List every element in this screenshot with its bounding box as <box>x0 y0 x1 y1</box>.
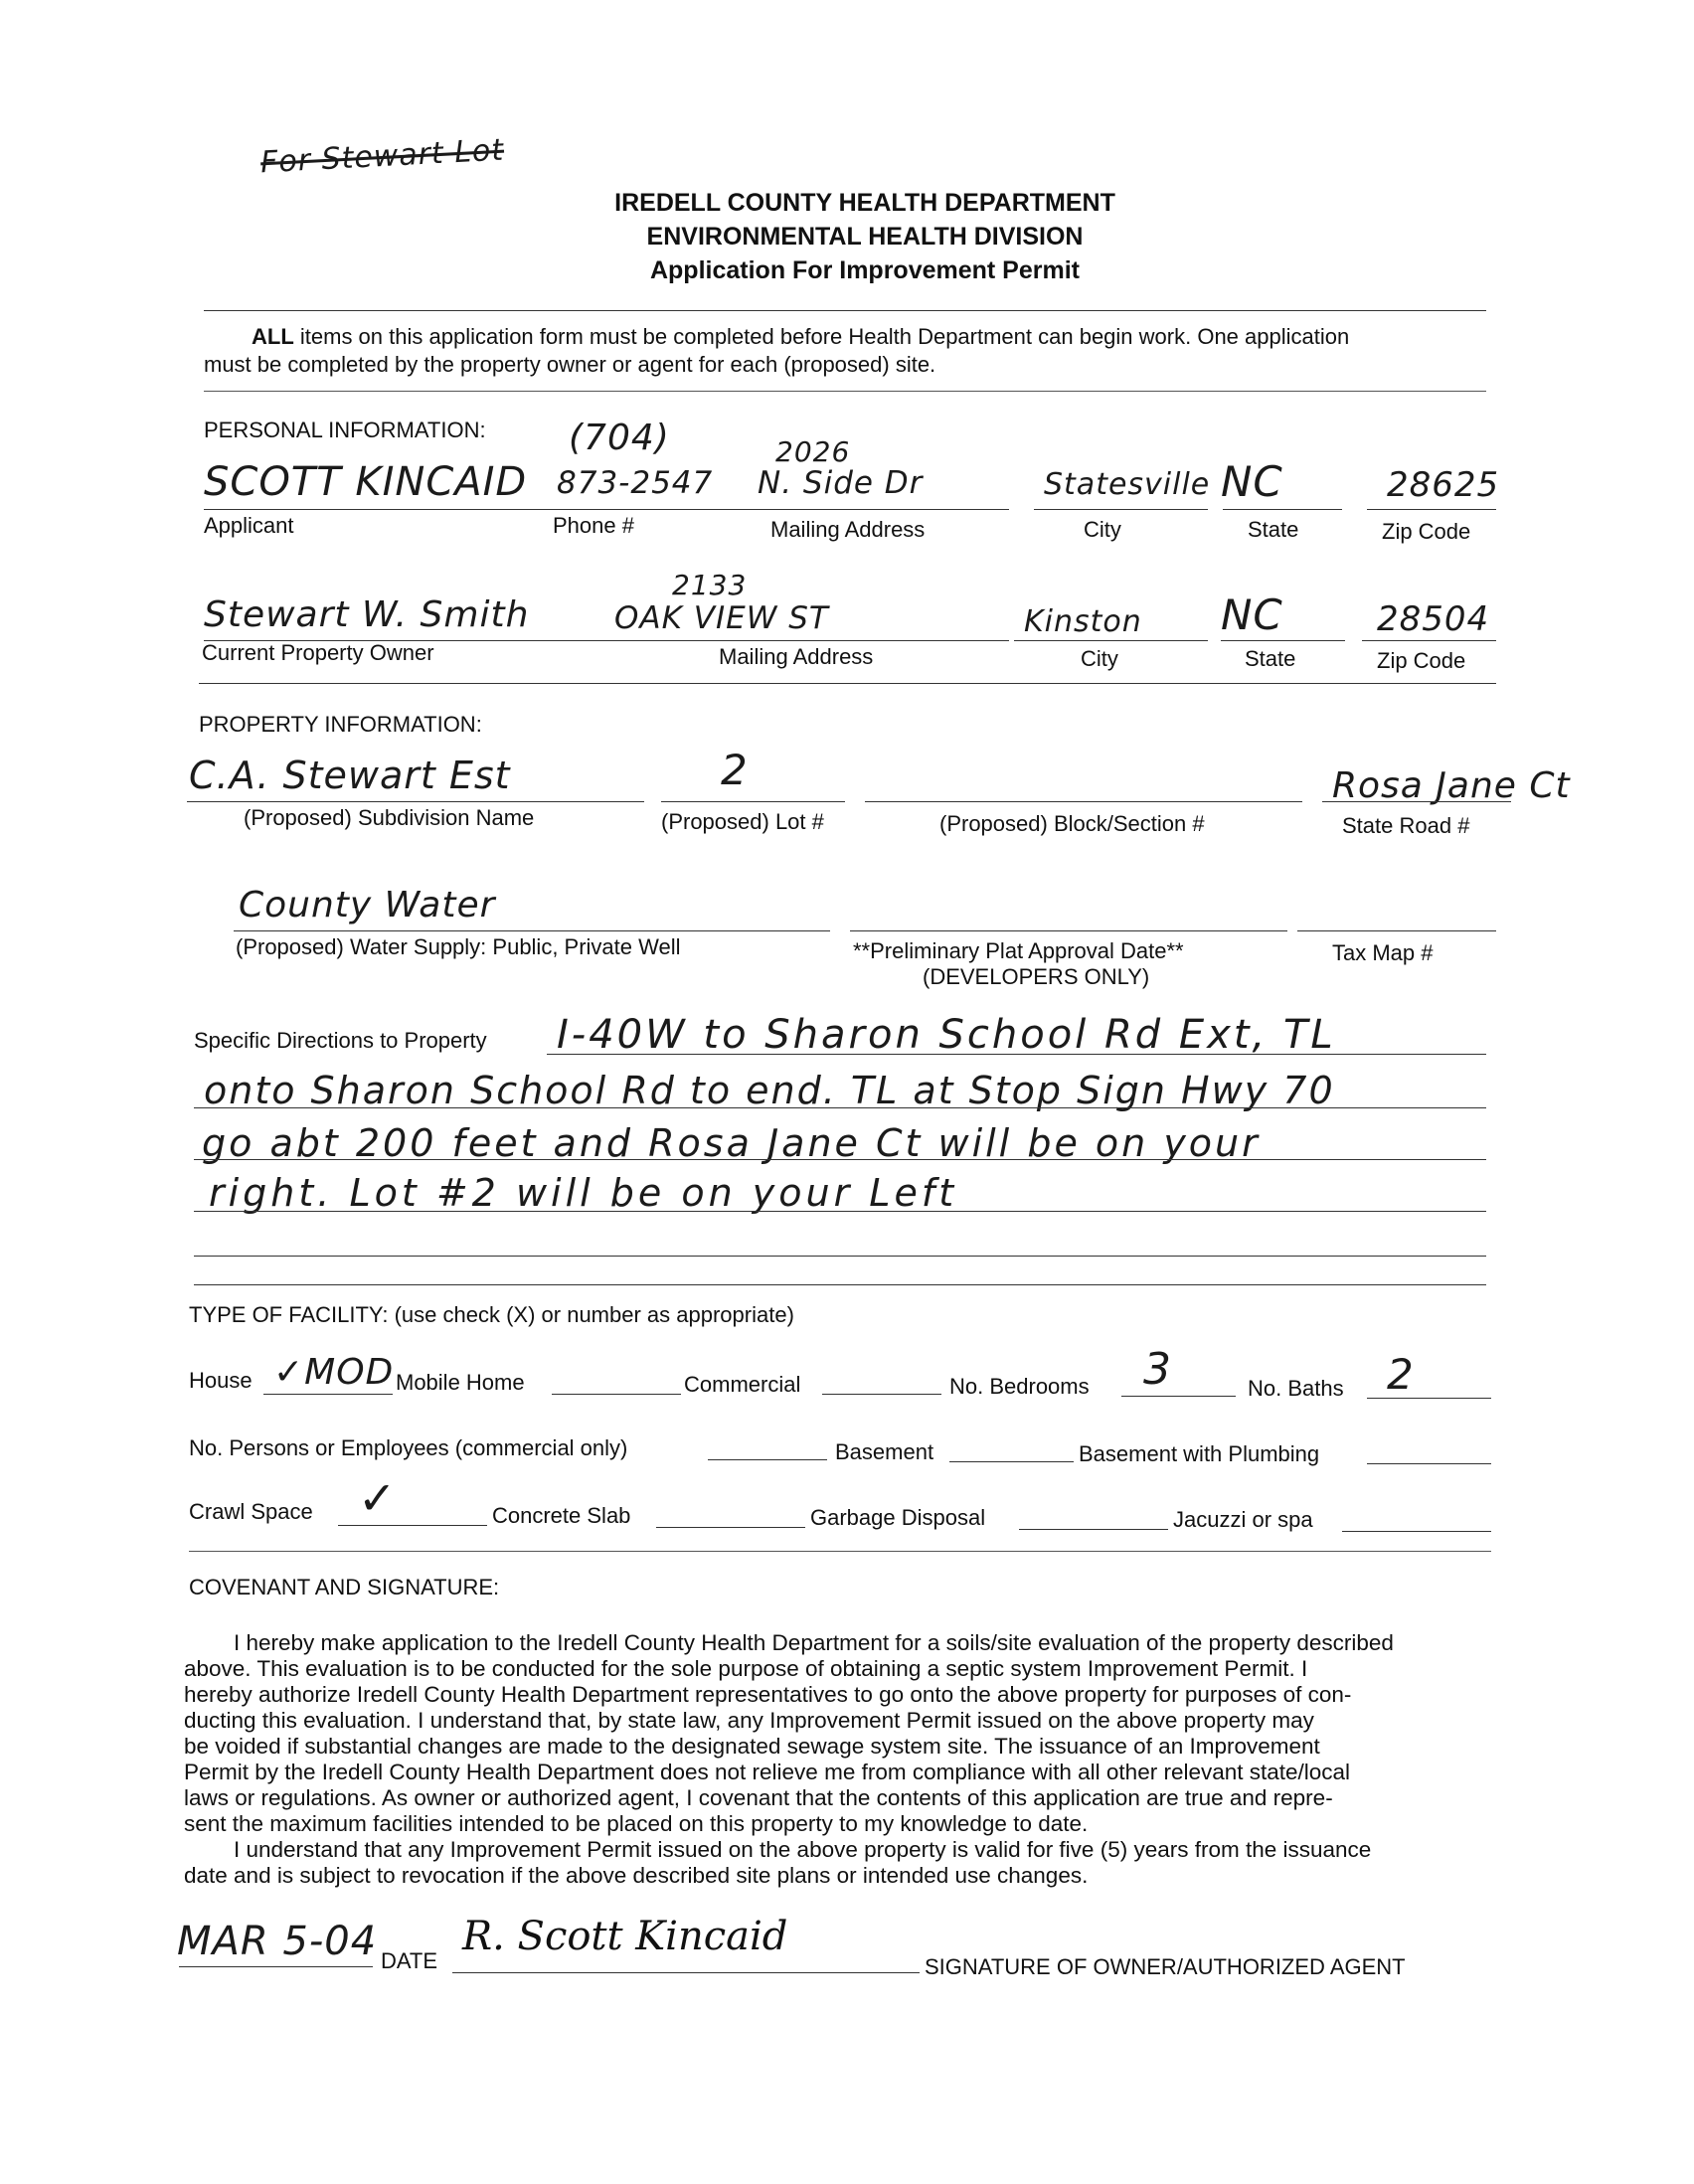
owner-label: Current Property Owner <box>202 640 434 665</box>
city-label: City <box>1084 517 1121 542</box>
owner-address-number: 2133 <box>672 569 748 601</box>
owner-name: Stewart W. Smith <box>204 594 530 635</box>
water-value: County Water <box>239 885 496 925</box>
owner-state: NC <box>1221 590 1283 639</box>
applicant-city: Statesville <box>1044 467 1211 502</box>
lot-value: 2 <box>721 746 749 794</box>
applicant-line <box>1034 509 1208 510</box>
zip-label: Zip Code <box>1382 519 1471 544</box>
covenant-line: sent the maximum facilities intended to be placed on this property to my knowledge to date. <box>184 1811 1089 1836</box>
mobile-line <box>552 1394 681 1395</box>
directions-line <box>547 1054 1486 1055</box>
applicant-state: NC <box>1221 457 1283 506</box>
house-line <box>263 1394 393 1395</box>
commercial-line <box>822 1394 941 1395</box>
instructions-lead: ALL <box>252 324 294 349</box>
crawl-space-value: ✓ <box>358 1471 398 1525</box>
applicant-line <box>1223 509 1342 510</box>
form-title: Application For Improvement Permit <box>649 256 1080 284</box>
garbage-disposal-label: Garbage Disposal <box>810 1505 986 1530</box>
owner-mailing-label: Mailing Address <box>719 644 874 669</box>
owner-zip: 28504 <box>1377 599 1490 639</box>
applicant-phone: 873-2547 <box>557 465 714 501</box>
baths-label: No. Baths <box>1248 1376 1344 1401</box>
date-label: DATE <box>381 1948 438 1973</box>
instructions-text-1: items on this application form must be completed before Health Department can begin work. One application <box>293 324 1350 349</box>
property-line <box>850 930 1287 931</box>
covenant-line: laws or regulations. As owner or authorized agent, I covenant that the contents of this application are true and repre- <box>184 1785 1333 1810</box>
applicant-zip: 28625 <box>1387 465 1500 505</box>
water-label: (Proposed) Water Supply: Public, Private Well <box>236 934 681 959</box>
subdivision-value: C.A. Stewart Est <box>189 754 511 797</box>
jacuzzi-line <box>1342 1531 1491 1532</box>
basement-label: Basement <box>835 1439 934 1464</box>
persons-label: No. Persons or Employees (commercial only) <box>189 1435 628 1460</box>
date-value: MAR 5-04 <box>177 1919 378 1964</box>
baths-value: 2 <box>1387 1350 1415 1399</box>
owner-city-label: City <box>1081 646 1118 671</box>
applicant-name: SCOTT KINCAID <box>204 459 528 505</box>
property-line <box>1322 801 1511 802</box>
applicant-line <box>1367 509 1496 510</box>
instructions-line-1 <box>252 324 1349 350</box>
owner-state-label: State <box>1245 646 1296 671</box>
rule <box>204 310 1486 311</box>
signature-label: SIGNATURE OF OWNER/AUTHORIZED AGENT <box>925 1954 1406 1979</box>
directions-line <box>194 1284 1486 1285</box>
lot-label: (Proposed) Lot # <box>661 809 824 834</box>
plat-date-label: **Preliminary Plat Approval Date** <box>853 938 1184 963</box>
directions-line-3: go abt 200 feet and Rosa Jane Ct will be on your <box>202 1121 1261 1165</box>
jacuzzi-label: Jacuzzi or spa <box>1173 1507 1313 1532</box>
date-line <box>179 1966 373 1967</box>
garbage-line <box>1019 1529 1168 1530</box>
covenant-paragraph-1 <box>184 1630 1491 1889</box>
covenant-line: Permit by the Iredell County Health Department does not relieve me from compliance with all other relevant state/local <box>184 1760 1351 1784</box>
personal-heading: PERSONAL INFORMATION: <box>204 418 486 442</box>
crawl-space-label: Crawl Space <box>189 1499 313 1524</box>
instructions-line-2: must be completed by the property owner or agent for each (proposed) site. <box>204 352 936 377</box>
covenant-line: hereby authorize Iredell County Health Department representatives to go onto the above property for purposes of con- <box>184 1682 1352 1707</box>
crawl-line <box>338 1525 487 1526</box>
rule <box>189 1551 1491 1552</box>
commercial-label: Commercial <box>684 1372 801 1397</box>
applicant-line <box>552 509 761 510</box>
developers-only-label: (DEVELOPERS ONLY) <box>923 964 1150 989</box>
owner-street: OAK VIEW ST <box>614 600 829 636</box>
directions-line <box>194 1159 1486 1160</box>
mobile-home-label: Mobile Home <box>396 1370 525 1395</box>
road-value: Rosa Jane Ct <box>1332 765 1571 806</box>
property-line <box>865 801 1302 802</box>
bedrooms-value: 3 <box>1143 1344 1172 1395</box>
state-label: State <box>1248 517 1299 542</box>
subdivision-label: (Proposed) Subdivision Name <box>244 805 535 830</box>
signature-value: R. Scott Kincaid <box>462 1914 788 1959</box>
covenant-line: I understand that any Improvement Permit issued on the above property is valid for five (5) years from the issuance <box>234 1837 1372 1862</box>
applicant-line <box>761 509 1009 510</box>
mailing-address-label: Mailing Address <box>770 517 926 542</box>
covenant-line: above. This evaluation is to be conducted for the sole purpose of obtaining a septic system Improvement Permit. I <box>184 1656 1308 1681</box>
owner-city: Kinston <box>1024 604 1142 639</box>
applicant-area-code: (704) <box>569 418 670 458</box>
property-line <box>187 801 644 802</box>
department-title: IREDELL COUNTY HEALTH DEPARTMENT <box>614 189 1115 217</box>
applicant-line <box>204 509 552 510</box>
property-line <box>234 930 830 931</box>
directions-line-1: I-40W to Sharon School Rd Ext, TL <box>557 1012 1336 1058</box>
facility-heading: TYPE OF FACILITY: (use check (X) or number as appropriate) <box>189 1302 794 1327</box>
owner-line <box>1362 640 1496 641</box>
rule <box>199 683 1496 684</box>
property-heading: PROPERTY INFORMATION: <box>199 712 482 737</box>
owner-line <box>1014 640 1208 641</box>
directions-line <box>194 1256 1486 1257</box>
applicant-street: N. Side Dr <box>758 465 924 501</box>
directions-label: Specific Directions to Property <box>194 1028 487 1053</box>
basement-plumbing-label: Basement with Plumbing <box>1079 1441 1320 1466</box>
covenant-line: I hereby make application to the Iredell County Health Department for a soils/site evaluation of the property described <box>234 1630 1394 1655</box>
persons-line <box>708 1459 827 1460</box>
applicant-label: Applicant <box>204 513 294 538</box>
division-title: ENVIRONMENTAL HEALTH DIVISION <box>646 223 1084 251</box>
covenant-line: be voided if substantial changes are made to the designated sewage system site. The issuance of an Improvement <box>184 1734 1320 1759</box>
block-label: (Proposed) Block/Section # <box>939 811 1205 836</box>
house-label: House <box>189 1368 253 1393</box>
covenant-line: ducting this evaluation. I understand that, by state law, any Improvement Permit issued on the above property may <box>184 1708 1314 1733</box>
concrete-slab-label: Concrete Slab <box>492 1503 631 1528</box>
road-label: State Road # <box>1342 813 1470 838</box>
owner-zip-label: Zip Code <box>1377 648 1466 673</box>
slab-line <box>656 1527 805 1528</box>
directions-line-2: onto Sharon School Rd to end. TL at Stop Sign Hwy 70 <box>204 1069 1335 1112</box>
property-line <box>1297 930 1496 931</box>
baths-line <box>1367 1398 1491 1399</box>
covenant-heading: COVENANT AND SIGNATURE: <box>189 1575 500 1599</box>
rule <box>204 391 1486 392</box>
bedrooms-label: No. Bedrooms <box>949 1374 1090 1399</box>
directions-line <box>194 1107 1486 1108</box>
directions-line <box>194 1211 1486 1212</box>
annotation-top: For Stewart Lot <box>259 132 505 181</box>
tax-map-label: Tax Map # <box>1332 940 1434 965</box>
applicant-address-number: 2026 <box>775 435 851 468</box>
phone-label: Phone # <box>553 513 634 538</box>
directions-line-4: right. Lot #2 will be on your Left <box>209 1171 958 1215</box>
covenant-line: date and is subject to revocation if the above described site plans or intended use changes. <box>184 1863 1089 1888</box>
signature-line <box>452 1972 920 1973</box>
property-line <box>661 801 845 802</box>
house-value: ✓MOD <box>273 1352 395 1393</box>
basement-line <box>949 1461 1074 1462</box>
bedrooms-line <box>1121 1396 1236 1397</box>
owner-line <box>1221 640 1345 641</box>
basement-plumbing-line <box>1367 1463 1491 1464</box>
